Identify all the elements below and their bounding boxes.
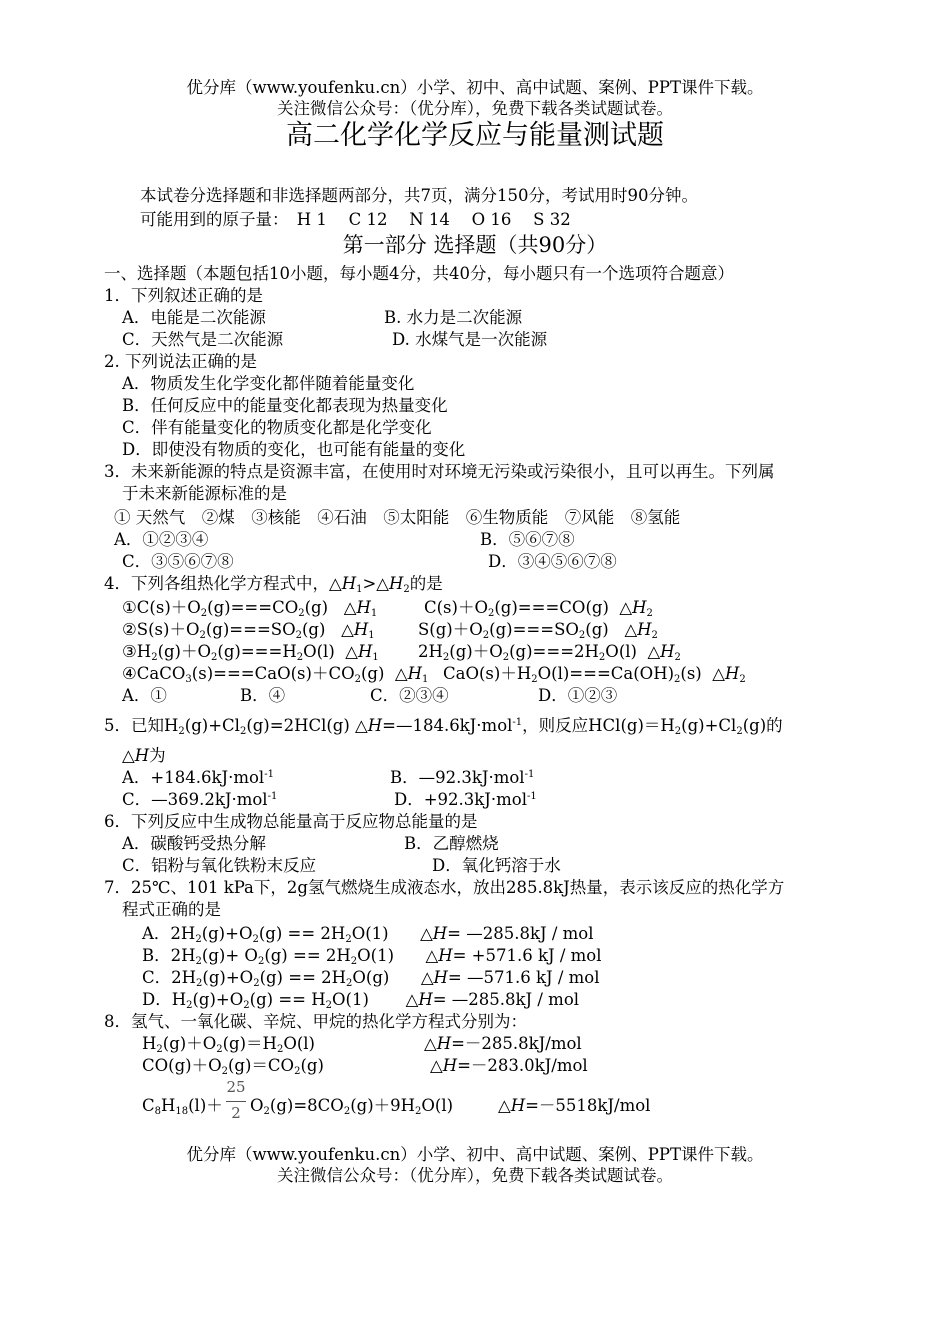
q5-option-c-exp: -1 (267, 791, 278, 802)
q4-stem-post: 的是 (409, 574, 443, 593)
q7-option-a: A．$2H_2(g)+O_2(g) == 2H_2O(1)$ △H= —285.8kJ / mol (142, 924, 594, 945)
q8-eq3-left: $C_8H_{18}(l)+$ (142, 1096, 223, 1117)
q4-option-d: D．①②③ (538, 686, 618, 705)
q5-option-b-text: B．—92.3kJ·mol (390, 768, 525, 787)
q2-option-d: D．即使没有物质的变化，也可能有能量的变化 (122, 440, 466, 459)
q4-eq2-num: ② (122, 620, 137, 639)
q4-eq3-num: ③ (122, 642, 137, 661)
q4-eq4-num: ④ (122, 664, 137, 683)
q7-option-b-dh: = +571.6 kJ / mol (452, 946, 602, 965)
q3-stem-line-1: 3．未来新能源的特点是资源丰富，在使用时对环境无污染或污染很小，且可以再生。下列属 (104, 462, 775, 481)
q4-eq3-left: $③H_2(g)+O_2(g)===H_2O(l)$ $\triangle H_1$ (122, 642, 379, 663)
q4-stem: 4．下列各组热化学方程式中，$\triangle H_1>\triangle H_2$的是 (104, 574, 443, 595)
q5-stem: 5．已知$H_2(g)+Cl_2(g)=2HCl(g)$ △H=—184.6kJ·mol$^{-1}$，则反应$HCl(g)=H_2(g)+Cl_2(g)$的 (104, 716, 783, 737)
q8-eq1: $H_2(g)+O_2(g)=H_2O(l)$ (142, 1034, 315, 1055)
q8-eq2: $CO(g)+O_2(g)=CO_2(g)$ (142, 1056, 324, 1077)
q1-option-b: B. 水力是二次能源 (384, 308, 523, 327)
q5-option-a (122, 768, 274, 788)
intro-line-1: 本试卷分选择题和非选择题两部分，共7页，满分150分，考试用时90分钟。 (140, 186, 698, 205)
q4-eq1-left: $①C(s)+O_2(g)===CO_2(g)$ $\triangle H_1$ (122, 598, 378, 619)
q6-option-c: C．铝粉与氧化铁粉末反应 (122, 856, 317, 875)
q5-stem-pre: 5．已知 (104, 716, 164, 735)
q8-frac-denominator: 2 (231, 1104, 241, 1122)
q3-stem-line-2: 于未来新能源标准的是 (122, 484, 287, 503)
q3-option-a: A．①②③④ (114, 530, 209, 549)
page-title: 高二化学化学反应与能量测试题 (286, 120, 664, 151)
q7-stem-line-1: 7．25℃、101 kPa下，2g氢气燃烧生成液态水，放出285.8kJ热量，表示该反应的热化学方 (104, 878, 785, 897)
q8-eq3-dh-value: =－5518kJ/mol (525, 1096, 651, 1115)
q1-option-d: D. 水煤气是一次能源 (392, 330, 548, 349)
q2-option-c: C．伴有能量变化的物质变化都是化学变化 (122, 418, 432, 437)
q4-option-a: A．① (122, 686, 167, 705)
q5-option-c-text: C．—369.2kJ·mol (122, 790, 268, 809)
q5-option-a-text: A．+184.6kJ·mol (122, 768, 265, 787)
q4-eq4-right: $CaO(s)+H_2O(l)===Ca(OH)_2(s)$ $\triangle H_2$ (443, 664, 746, 685)
footer-line-2: 关注微信公众号：（优分库），免费下载各类试题试卷。 (277, 1166, 673, 1185)
q4-option-b: B．④ (240, 686, 286, 705)
header-line-1: 优分库（www.youfenku.cn）小学、初中、高中试题、案例、PPT课件下载。 (186, 78, 764, 97)
q5-option-b (390, 768, 534, 788)
q2-stem: 2. 下列说法正确的是 (104, 352, 257, 371)
q5-option-b-exp: -1 (524, 769, 535, 780)
q4-eq2-left: $②S(s)+O_2(g)===SO_2(g)$ $\triangle H_1$ (122, 620, 375, 641)
q1-stem: 1．下列叙述正确的是 (104, 286, 263, 305)
q8-eq2-dh-value: =－283.0kJ/mol (457, 1056, 588, 1075)
q5-option-d-text: D．+92.3kJ·mol (394, 790, 528, 809)
q5-stem2: 为 (149, 746, 166, 765)
q7-option-c-dh: = —571.6 kJ / mol (447, 968, 600, 987)
q6-option-d: D．氧化钙溶于水 (432, 856, 561, 875)
q4-eq4-left: $④CaCO_3(s)===CaO(s)+CO_2(g)$ $\triangle H_1$ (122, 664, 429, 685)
q4-option-c: C．②③④ (370, 686, 449, 705)
q3-option-d: D．③④⑤⑥⑦⑧ (488, 552, 617, 571)
q8-eq3-dh: △H=－5518kJ/mol (498, 1096, 651, 1115)
q3-option-b: B．⑤⑥⑦⑧ (480, 530, 575, 549)
q8-eq3-right: $O_2(g)=8CO_2(g)+9H_2O(l)$ (250, 1096, 454, 1117)
q4-eq1-num: ① (122, 598, 137, 617)
q4-eq1-right: $C(s)+O_2(g)===CO(g)$ $\triangle H_2$ (424, 598, 653, 619)
q5-stem-line-2: △H为 (122, 746, 166, 765)
q5-option-d (394, 790, 537, 810)
section-title: 第一部分 选择题（共90分） (342, 233, 608, 257)
q8-frac-numerator: 25 (226, 1078, 246, 1096)
q1-option-c: C．天然气是二次能源 (122, 330, 284, 349)
q8-frac-bar (226, 1101, 246, 1102)
q6-option-a: A．碳酸钙受热分解 (122, 834, 266, 853)
q7-stem-line-2: 程式正确的是 (122, 900, 221, 919)
part-instructions: 一、选择题（本题包括10小题，每小题4分，共40分，每小题只有一个选项符合题意） (104, 264, 734, 283)
intro-line-2: 可能用到的原子量： H 1 C 12 N 14 O 16 S 32 (140, 210, 571, 229)
q3-items: ① 天然气 ②煤 ③核能 ④石油 ⑤太阳能 ⑥生物质能 ⑦风能 ⑧氢能 (114, 508, 681, 527)
q8-eq1-dh: △H=－285.8kJ/mol (424, 1034, 582, 1053)
q7-option-d: D．$H_2(g)+O_2(g) == H_2O(1)$ △H= —285.8kJ / mol (142, 990, 580, 1011)
q6-stem: 6．下列反应中生成物总能量高于反应物总能量的是 (104, 812, 478, 831)
q2-option-b: B．任何反应中的能量变化都表现为热量变化 (122, 396, 448, 415)
q7-option-c: C．$2H_2(g)+O_2(g) == 2H_2O(g)$ △H= —571.6 kJ / mol (142, 968, 600, 989)
q5-option-c (122, 790, 277, 810)
q1-option-a: A．电能是二次能源 (122, 308, 266, 327)
q7-option-d-dh: = —285.8kJ / mol (432, 990, 580, 1009)
q2-option-a: A．物质发生化学变化都伴随着能量变化 (122, 374, 415, 393)
q8-eq1-dh-value: =－285.8kJ/mol (451, 1034, 582, 1053)
q7-option-b: B．$2H_2(g)+ O_2(g) == 2H_2O(1)$ △H= +571.6 kJ / mol (142, 946, 602, 967)
q7-option-a-dh: = —285.8kJ / mol (447, 924, 594, 943)
q3-option-c: C．③⑤⑥⑦⑧ (122, 552, 234, 571)
q4-eq3-right: $2H_2(g)+O_2(g)===2H_2O(l)$ $\triangle H_2$ (418, 642, 681, 663)
q4-eq2-right: $S(g)+O_2(g)===SO_2(g)$ $\triangle H_2$ (418, 620, 658, 641)
q5-option-a-exp: -1 (264, 769, 274, 780)
header-line-2: 关注微信公众号：（优分库），免费下载各类试题试卷。 (277, 99, 673, 118)
q8-eq2-dh: △H=－283.0kJ/mol (430, 1056, 588, 1075)
q8-stem: 8．氢气、一氧化碳、辛烷、甲烷的热化学方程式分别为： (104, 1012, 527, 1031)
q5-option-d-exp: -1 (527, 791, 537, 802)
q5-stem-post: 的 (766, 716, 783, 735)
footer-line-1: 优分库（www.youfenku.cn）小学、初中、高中试题、案例、PPT课件下载。 (186, 1145, 764, 1164)
q5-stem-mid: ，则反应 (522, 716, 589, 735)
q4-stem-pre: 4．下列各组热化学方程式中， (104, 574, 329, 593)
q6-option-b: B．乙醇燃烧 (404, 834, 499, 853)
